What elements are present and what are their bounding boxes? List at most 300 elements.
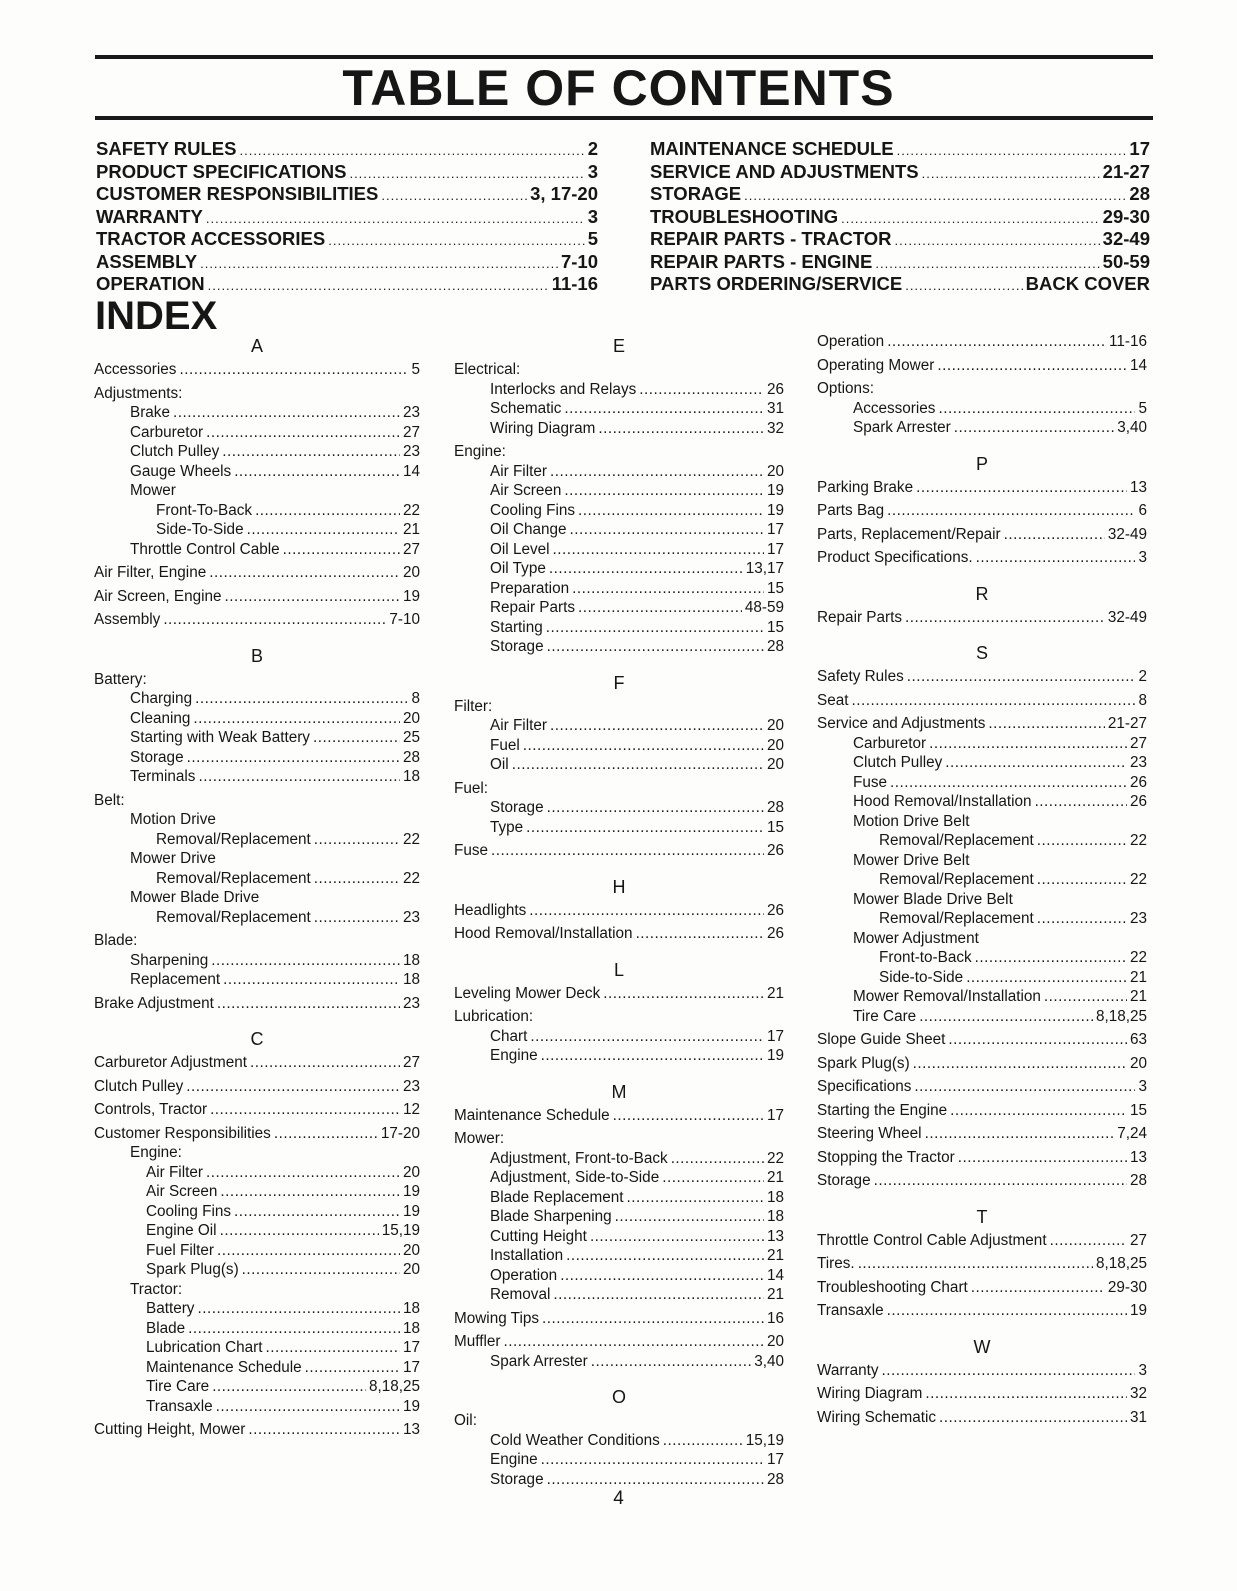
index-entry-page: 20 [1129,1054,1147,1072]
dot-leader [913,1054,1127,1074]
toc-entry-page: 21-27 [1102,160,1150,182]
index-entry [94,1377,420,1397]
index-letter-heading: H [612,876,626,897]
dot-leader [925,1124,1115,1144]
index-subheading: Mower Drive Belt [853,851,970,869]
index-entry-label: Sharpening [130,951,209,969]
index-entry [454,618,784,638]
toc-entry [650,228,1150,251]
dot-leader [858,1254,1093,1274]
index-entry-page: 19 [402,1397,420,1415]
index-entry [94,1260,420,1280]
index-entry-page: 15 [766,579,784,597]
index-entry-page: 25 [402,729,420,746]
index-entry [94,1100,420,1120]
index-entry [94,1221,420,1241]
index-entry-page: 23 [402,443,420,460]
index-entry-label: Battery [146,1300,195,1317]
index-entry-label: Wiring Schematic [817,1408,937,1426]
index-entry-page: 20 [766,756,784,773]
section-spacer [817,1321,1147,1333]
index-entry-label: Air Screen [490,482,562,499]
dot-leader [547,1470,764,1490]
dot-leader [549,559,743,579]
dot-leader [163,610,386,630]
index-entry-label: Air Filter [490,462,547,480]
dot-leader [875,256,1099,271]
dot-leader [613,1106,764,1126]
index-entry-page: 19 [402,1202,420,1220]
index-entry-page: 22 [1129,871,1147,888]
index-entry [454,419,784,439]
index-entry [817,753,1147,773]
index-entry-label: Chart [490,1027,528,1045]
dot-leader [966,968,1127,988]
index-entry-label: Carburetor [853,734,927,752]
index-entry [817,1254,1147,1274]
index-entry-label: Mower Removal/Installation [853,988,1041,1005]
toc-entry-label: REPAIR PARTS - ENGINE [650,250,873,272]
title-underline-rule [95,116,1153,120]
dot-leader [305,1358,400,1378]
index-entry [94,1299,420,1319]
index-entry [817,1301,1147,1321]
index-entry [454,716,784,736]
index-entry [94,360,420,380]
toc-entry-page: 3 [587,160,598,182]
index-entry-page: 18 [766,1208,784,1225]
section-spacer [454,1371,784,1383]
index-entry-page: 32-49 [1107,608,1147,626]
index-entry [94,587,420,607]
index-entry-label: Adjustment, Front-to-Back [490,1149,668,1167]
index-entry-label: Storage [490,638,544,655]
dot-leader [550,716,764,736]
index-entry-page: 14 [402,462,420,480]
dot-leader [530,1027,764,1047]
dot-leader [542,1309,764,1329]
index-entry-page: 8,18,25 [1095,1255,1147,1272]
index-entry [94,767,420,787]
index-entry-page: 13 [402,1421,420,1438]
index-subheading: Filter: [454,697,493,715]
index-entry [94,748,420,768]
dot-leader [570,520,764,540]
dot-leader [564,399,764,419]
index-entry [817,1408,1147,1428]
index-entry [454,1450,784,1470]
index-subheading: Mower [130,482,176,499]
index-entry [454,1207,784,1227]
dot-leader [526,818,764,838]
dot-leader [220,1182,400,1202]
dot-leader [179,360,408,380]
dot-leader [572,579,764,599]
toc-entry-label: TRACTOR ACCESSORIES [96,228,326,249]
index-entry [454,1266,784,1286]
dot-leader [905,608,1105,628]
toc-entry-label: REPAIR PARTS - TRACTOR [650,228,892,249]
index-entry-label: Storage [490,1470,544,1488]
index-entry-page: 2 [1138,668,1147,685]
index-entry-page: 17 [766,1451,784,1468]
dot-leader [225,587,400,607]
index-entry-page: 16 [766,1309,784,1327]
index-entry [94,1124,420,1144]
index-entry [94,1163,420,1183]
dot-leader [328,233,584,248]
index-entry-label: Repair Parts [490,599,576,616]
dot-leader [560,1266,764,1286]
index-entry-page: 20 [402,1241,420,1259]
index-entry-page: 21 [766,1286,784,1303]
section-spacer [454,657,784,669]
index-entry-page: 18 [402,971,420,988]
index-subheading: Engine: [454,443,506,460]
index-entry-label: Schematic [490,400,562,417]
index-entry-page: 26 [1129,773,1147,791]
dot-leader [841,211,1100,226]
index-entry-page: 17 [766,521,784,538]
index-entry-page: 19 [766,1047,784,1064]
toc-entry [96,183,598,206]
index-entry-page: 28 [1129,1172,1147,1189]
dot-leader [553,1285,764,1305]
index-entry [94,501,420,521]
index-subheading: Mower Blade Drive [130,889,260,906]
index-entry-label: Safety Rules [817,668,904,685]
dot-leader [242,1260,400,1280]
index-entry-label: Fuel [490,736,520,754]
dot-leader [988,714,1105,734]
toc-title: TABLE OF CONTENTS [342,60,895,116]
section-spacer [817,568,1147,580]
index-entry [817,1007,1147,1027]
index-entry-label: Cutting Height, Mower [94,1421,246,1438]
dot-leader [188,1319,400,1339]
section-spacer [94,1013,420,1025]
index-letter-heading: W [973,1336,991,1357]
index-entry-page: 29-30 [1107,1278,1147,1296]
index-entry-page: 19 [1129,1302,1147,1319]
index-entry-page: 3 [1138,1078,1147,1095]
index-entry-page: 20 [766,717,784,734]
index-entry-page: 26 [1129,793,1147,810]
index-entry-label: Air Filter [146,1163,203,1181]
index-entry-label: Removal/Replacement [156,830,311,848]
index-entry-page: 26 [766,380,784,398]
index-entry [454,1149,784,1169]
index-entry-page: 19 [402,1183,420,1200]
index-subheading: Mower Drive [130,850,216,867]
dot-leader [247,520,400,540]
dot-leader [223,970,400,990]
toc-entry-label: WARRANTY [96,205,203,227]
index-entry [817,525,1147,545]
dot-leader [627,1188,764,1208]
index-subheading: Motion Drive [130,811,216,828]
dot-leader [529,901,764,921]
dot-leader [1037,831,1127,851]
index-entry [454,984,784,1004]
dot-leader [958,1148,1127,1168]
dot-leader [208,278,549,293]
index-entry [94,563,420,583]
dot-leader [925,1384,1127,1404]
index-entry-label: Headlights [454,901,527,919]
index-entry-label: Operating Mower [817,356,935,374]
index-entry [454,637,784,657]
index-entry-page: 27 [402,1054,420,1071]
index-entry [454,380,784,400]
index-entry-label: Seat [817,691,849,709]
toc-entry [650,138,1150,161]
index-entry [817,1101,1147,1121]
index-entry [94,1202,420,1222]
toc-entry-page: 7-10 [560,250,598,272]
index-entry [817,1231,1147,1251]
toc-entry-label: SAFETY RULES [96,138,237,159]
index-entry [817,501,1147,521]
toc-entry-page: 11-16 [551,273,598,294]
dot-leader [255,501,400,521]
index-entry [94,1053,420,1073]
index-subheading: Fuel: [454,779,489,797]
index-entry-label: Removal [490,1286,551,1303]
index-entry-page: 15,19 [745,1431,784,1449]
dot-leader [206,1163,400,1183]
index-entry-page: 22 [1129,949,1147,966]
index-entry [94,951,420,971]
index-entry [94,869,420,889]
index-entry-page: 8,18,25 [368,1378,420,1395]
index-entry-label: Air Filter, Engine [94,564,207,581]
index-entry-label: Removal/Replacement [879,910,1034,927]
index-entry [817,968,1147,988]
index-entry [817,548,1147,568]
index-entry [94,1319,420,1339]
index-entry [454,901,784,921]
dot-leader [636,924,764,944]
toc-entry-label: MAINTENANCE SCHEDULE [650,138,894,159]
index-entry-label: Clutch Pulley [94,1077,184,1095]
index-entry-page: 22 [402,830,420,848]
index-entry [454,1285,784,1305]
index-entry [94,1397,420,1417]
dot-leader [971,1278,1105,1298]
index-entry-label: Clutch Pulley [130,443,220,460]
index-entry-page: 17-20 [380,1124,420,1142]
dot-leader [541,1450,764,1470]
index-entry-label: Throttle Control Cable [130,540,280,558]
index-entry-page: 19 [766,482,784,499]
index-entry-label: Gauge Wheels [130,462,232,480]
index-entry [94,442,420,462]
dot-leader [895,233,1100,248]
dot-leader [615,1207,764,1227]
top-rule [95,55,1153,59]
dot-leader [186,1077,400,1097]
index-entry-page: 5 [411,361,420,378]
index-entry-page: 11-16 [1109,333,1147,350]
index-entry-page: 14 [766,1266,784,1284]
index-entry [454,501,784,521]
index-entry-page: 32 [1129,1385,1147,1402]
dot-leader [217,1241,400,1261]
dot-leader [916,478,1127,498]
index-entry [817,773,1147,793]
index-entry-label: Repair Parts [817,608,903,626]
toc-entry-label: PARTS ORDERING/SERVICE [650,273,903,294]
index-entry-label: Side-to-Side [879,968,964,986]
index-entry-page: 22 [402,869,420,887]
index-letter-heading: S [975,643,988,663]
index-entry-label: Terminals [130,768,196,785]
dot-leader [975,948,1127,968]
index-entry [94,1420,420,1440]
index-letter-heading: F [613,672,625,693]
index-entry-page: 20 [402,1163,420,1181]
toc-entry-label: ASSEMBLY [96,250,198,272]
index-entry-label: Transaxle [146,1397,213,1415]
index-entry [94,728,420,748]
index-entry-label: Front-To-Back [156,501,253,519]
dot-leader [209,563,400,583]
index-entry [94,970,420,990]
index-entry-page: 23 [402,908,420,926]
dot-leader [220,1221,379,1241]
index-entry-label: Cooling Fins [490,501,576,519]
index-entry-label: Service and Adjustments [817,715,986,732]
dot-leader [603,984,764,1004]
index-entry-label: Fuel Filter [146,1241,214,1259]
index-entry-label: Fuse [454,842,489,859]
toc-entry [96,206,598,229]
index-entry [817,734,1147,754]
index-entry-label: Carburetor [130,423,204,441]
dot-leader [234,462,400,482]
toc-entry-page: 3 [587,205,598,227]
dot-leader [887,1301,1127,1321]
toc-entry-label: TROUBLESHOOTING [650,205,839,227]
index-entry-page: 28 [402,748,420,766]
index-entry-label: Cleaning [130,709,191,727]
index-entry-page: 19 [402,587,420,605]
index-entry-page: 5 [1138,399,1147,417]
index-entry [817,1148,1147,1168]
index-entry-page: 8 [1138,691,1147,709]
index-entry-label: Removal/Replacement [156,869,311,887]
index-entry [94,540,420,560]
toc-entry [650,161,1150,184]
dot-leader [193,709,400,729]
dot-leader [851,691,1135,711]
dot-leader [564,481,764,501]
index-entry-label: Air Screen, Engine [94,587,222,605]
index-entry-page: 32 [766,419,784,437]
index-entry [817,418,1147,438]
index-entry [454,1431,784,1451]
index-entry-label: Hood Removal/Installation [454,925,633,942]
index-entry-label: Assembly [94,611,161,628]
toc-entry [650,273,1150,296]
index-entry-label: Clutch Pulley [853,754,943,771]
dot-leader [491,841,764,861]
toc-entry-label: PRODUCT SPECIFICATIONS [96,160,347,182]
index-entry-page: 14 [1129,356,1147,374]
index-entry-label: Warranty [817,1361,879,1379]
index-entry-page: 21 [766,1169,784,1186]
dot-leader [922,166,1100,181]
dot-leader [503,1332,764,1352]
index-letter-heading: R [975,583,989,604]
index-entry-label: Spark Plug(s) [146,1261,239,1278]
index-entry-page: 26 [766,925,784,942]
index-entry-page: 18 [766,1188,784,1206]
index-column-2 [454,332,784,1489]
dot-leader [945,753,1127,773]
index-entry [94,1338,420,1358]
dot-leader [591,1352,751,1372]
index-letter-heading: M [611,1081,627,1102]
index-letter-heading: B [250,645,263,666]
index-entry-label: Side-To-Side [156,521,244,538]
index-entry-label: Stopping the Tractor [817,1148,955,1166]
index-column-3 [817,332,1147,1427]
index-entry-page: 8 [411,690,420,707]
index-entry [817,356,1147,376]
index-entry [817,1030,1147,1050]
dot-leader [546,618,764,638]
dot-leader [598,419,764,439]
index-entry-label: Oil Type [490,560,546,577]
index-entry-label: Brake [130,404,170,421]
index-entry-page: 20 [766,736,784,754]
index-entry-page: 22 [402,501,420,519]
index-entry-label: Cooling Fins [146,1202,232,1220]
dot-leader [206,211,585,226]
dot-leader [919,1007,1093,1027]
index-entry [94,830,420,850]
index-entry-page: 17 [402,1358,420,1376]
index-entry [454,841,784,861]
index-entry-page: 23 [402,994,420,1012]
index-entry [454,1046,784,1066]
index-entry [94,403,420,423]
index-entry-label: Mowing Tips [454,1309,540,1327]
index-entry-label: Charging [130,690,193,707]
index-entry-page: 21 [1129,968,1147,986]
index-entry-label: Accessories [853,399,936,417]
toc-entry-page: 28 [1129,183,1150,204]
dot-leader [905,278,1022,293]
section-spacer [817,438,1147,450]
index-entry-label: Replacement [130,971,221,988]
dot-leader [1037,909,1127,929]
toc-entry-page: 3, 17-20 [530,183,598,204]
dot-leader [206,423,400,443]
index-entry-label: Brake Adjustment [94,994,214,1012]
index-entry [454,1106,784,1126]
index-letter-heading: O [611,1387,626,1407]
index-entry-label: Troubleshooting Chart [817,1278,968,1296]
dot-leader [976,548,1136,568]
index-entry-page: 8,18,25 [1095,1007,1147,1025]
index-entry [817,792,1147,812]
index-entry-page: 3 [1138,549,1147,566]
dot-leader [248,1420,400,1440]
index-subheading: Mower: [454,1130,505,1147]
